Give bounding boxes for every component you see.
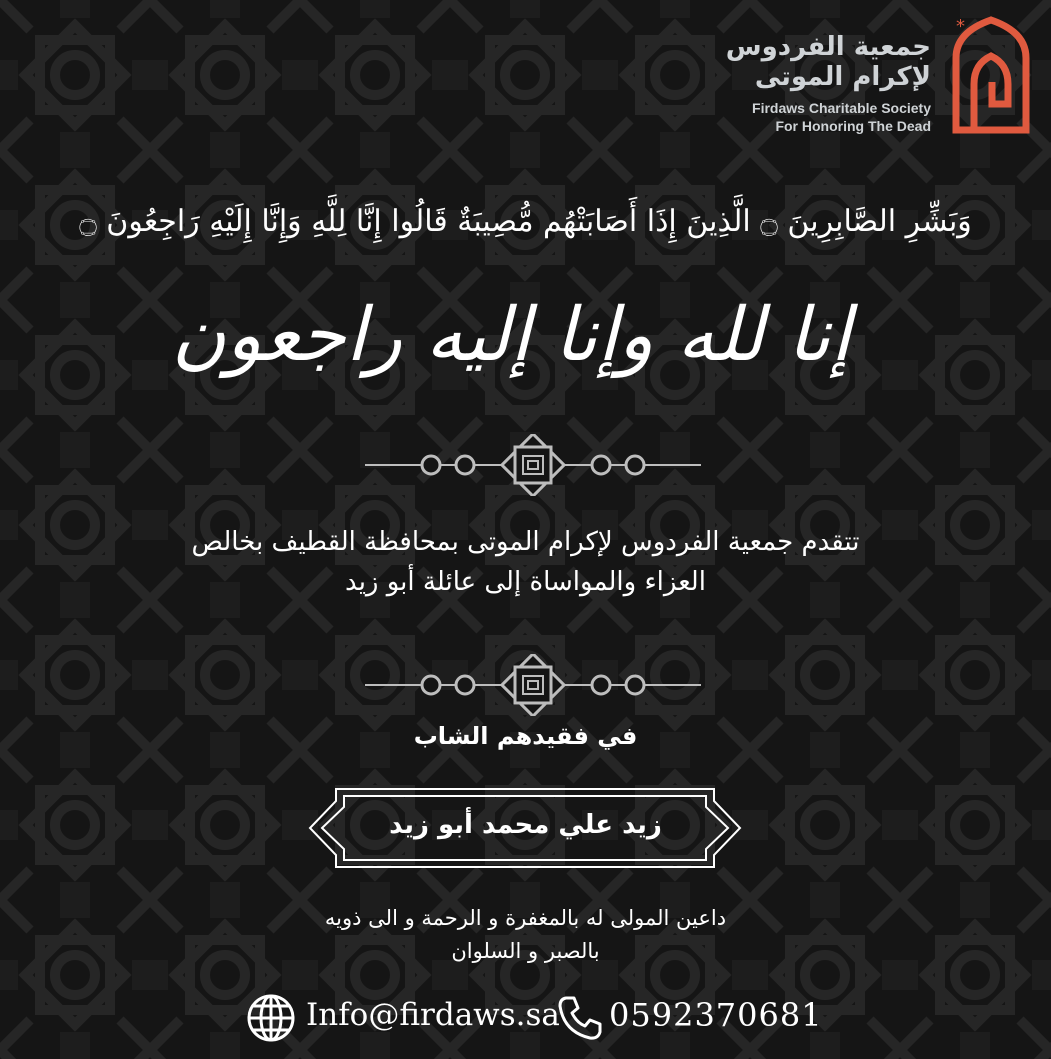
email-link[interactable]: Info@firdaws.sa	[306, 997, 560, 1033]
condolence-line1: تتقدم جمعية الفردوس لإكرام الموتى بمحافظة القطيف بخالص	[191, 527, 860, 557]
globe-icon	[246, 993, 296, 1043]
subheading: في فقيدهم الشاب	[413, 722, 638, 750]
deceased-name: زيد علي محمد أبو زيد	[389, 810, 662, 840]
ornament-divider-top	[365, 434, 701, 496]
logo-arabic-line2: لإكرام الموتى	[754, 62, 931, 92]
calligraphy-title: إنا لله وإنا إليه راجعون	[171, 292, 851, 378]
ornament-divider-bottom	[365, 654, 701, 716]
prayer-line1: داعين المولى له بالمغفرة و الرحمة و الى ذويه	[324, 906, 727, 930]
condolence-message	[100, 522, 951, 602]
logo-english-line1: Firdaws Charitable Society	[752, 100, 931, 116]
prayer-text	[200, 902, 851, 968]
svg-text:*: *	[956, 16, 965, 37]
prayer-line2: بالصبر و السلوان	[451, 939, 600, 963]
phone-number[interactable]: 0592370681	[609, 996, 823, 1034]
logo-english-line2: For Honoring The Dead	[775, 118, 931, 134]
mosque-arch-logo-icon	[948, 12, 1034, 134]
condolence-line2: العزاء والمواساة إلى عائلة أبو زيد	[345, 567, 706, 597]
quran-verse: وَبَشِّرِ الصَّابِرِينَ ۝ الَّذِينَ إِذَا أَصَابَتْهُم مُّصِيبَةٌ قَالُوا إِنَّا لِلَّهِ وَإِنَّا إِلَيْهِ رَاجِعُونَ ۝	[79, 204, 972, 239]
logo-arabic-line1: جمعية الفردوس	[725, 32, 931, 62]
phone-icon	[556, 994, 604, 1042]
